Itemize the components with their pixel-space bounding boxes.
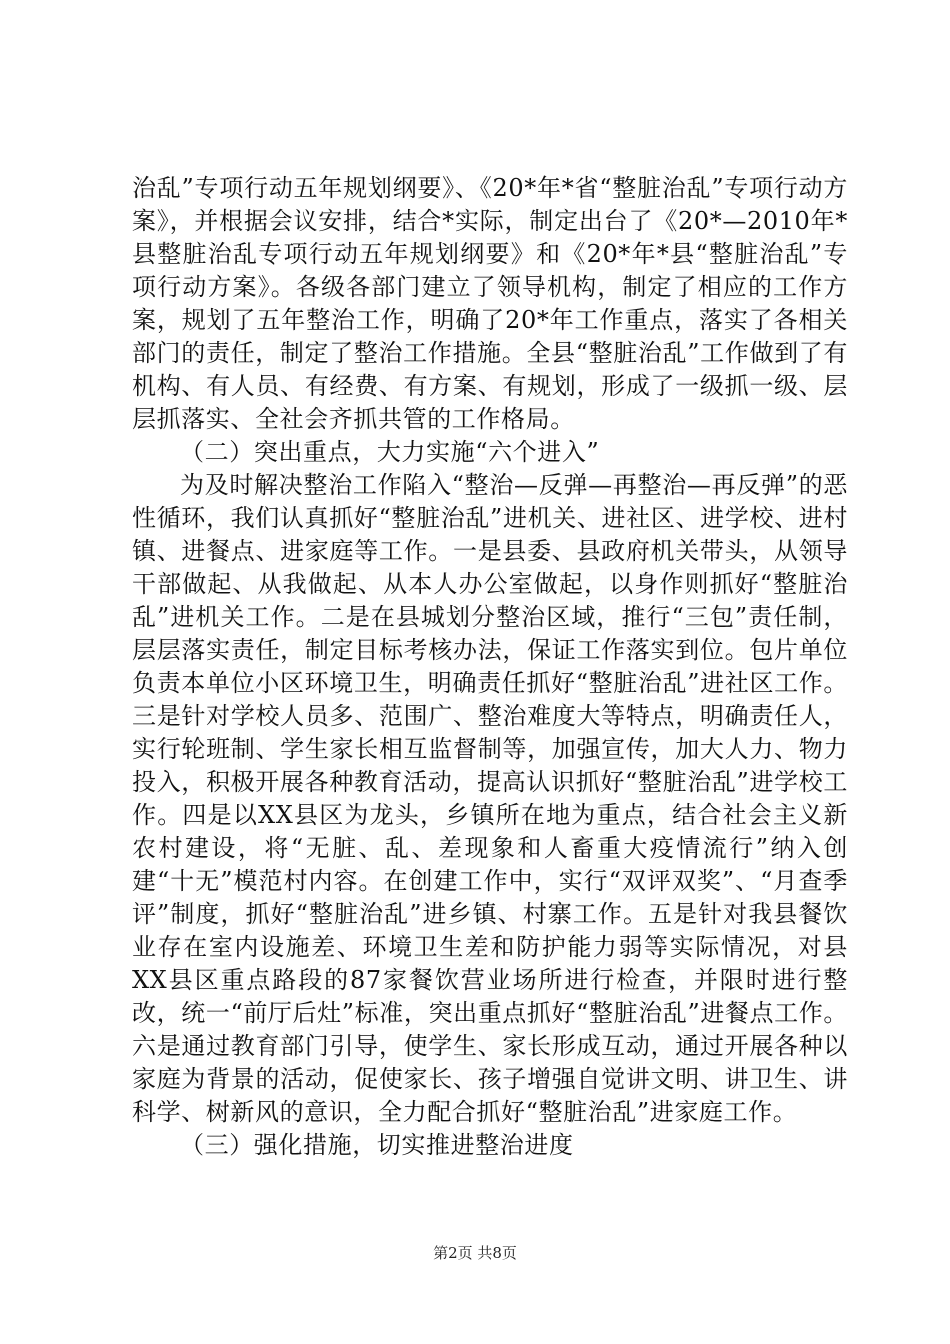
section-heading-three: （三）强化措施，切实推进整治进度 — [180, 1131, 574, 1159]
page-number-footer: 第2页 共8页 — [433, 1244, 517, 1262]
document-body — [132, 172, 848, 1162]
paragraph-continuation: 治乱”专项行动五年规划纲要》、《20*年*省“整脏治乱”专项行动方案》，并根据会议安排，结合*实际，制定出台了《20*—2010年*县整脏治乱专项行动五年规划纲要》和《20*年*县“整脏治乱”专项行动方案》。各级各部门建立了领导机构，制定了相应的工作方案，规划了五年整治工作，明确了20*年工作重点，落实了各相关部门的责任，制定了整治工作措施。全县“整脏治乱”工作做到了有机构、有人员、有经费、有方案、有规划，形成了一级抓一级、层层抓落实、全社会齐抓共管的工作格局。 — [132, 174, 848, 433]
paragraph-six-entries: 为及时解决整治工作陷入“整治—反弹—再整治—再反弹”的恶性循环，我们认真抓好“整脏治乱”进机关、进社区、进学校、进村镇、进餐点、进家庭等工作。一是县委、县政府机关带头，从领导干部做起、从我做起、从本人办公室做起，以身作则抓好“整脏治乱”进机关工作。二是在县城划分整治区域，推行“三包”责任制，层层落实责任，制定目标考核办法，保证工作落实到位。包片单位负责本单位小区环境卫生，明确责任抓好“整脏治乱”进社区工作。三是针对学校人员多、范围广、整治难度大等特点，明确责任人，实行轮班制、学生家长相互监督制等，加强宣传，加大人力、物力投入，积极开展各种教育活动，提高认识抓好“整脏治乱”进学校工作。四是以XX县区为龙头，乡镇所在地为重点，结合社会主义新农村建设，将“无脏、乱、差现象和人畜重大疫情流行”纳入创建“十无”模范村内容。在创建工作中，实行“双评双奖”、“月查季评”制度，抓好“整脏治乱”进乡镇、村寨工作。五是针对我县餐饮业存在室内设施差、环境卫生差和防护能力弱等实际情况，对县XX县区重点路段的87家餐饮营业场所进行检查，并限时进行整改，统一“前厅后灶”标准，突出重点抓好“整脏治乱”进餐点工作。六是通过教育部门引导，使学生、家长形成互动，通过开展各种以家庭为背景的活动，促使家长、孩子增强自觉讲文明、讲卫生、讲科学、树新风的意识，全力配合抓好“整脏治乱”进家庭工作。 — [132, 471, 848, 1126]
section-heading-two: （二）突出重点，大力实施“六个进入” — [180, 438, 600, 466]
